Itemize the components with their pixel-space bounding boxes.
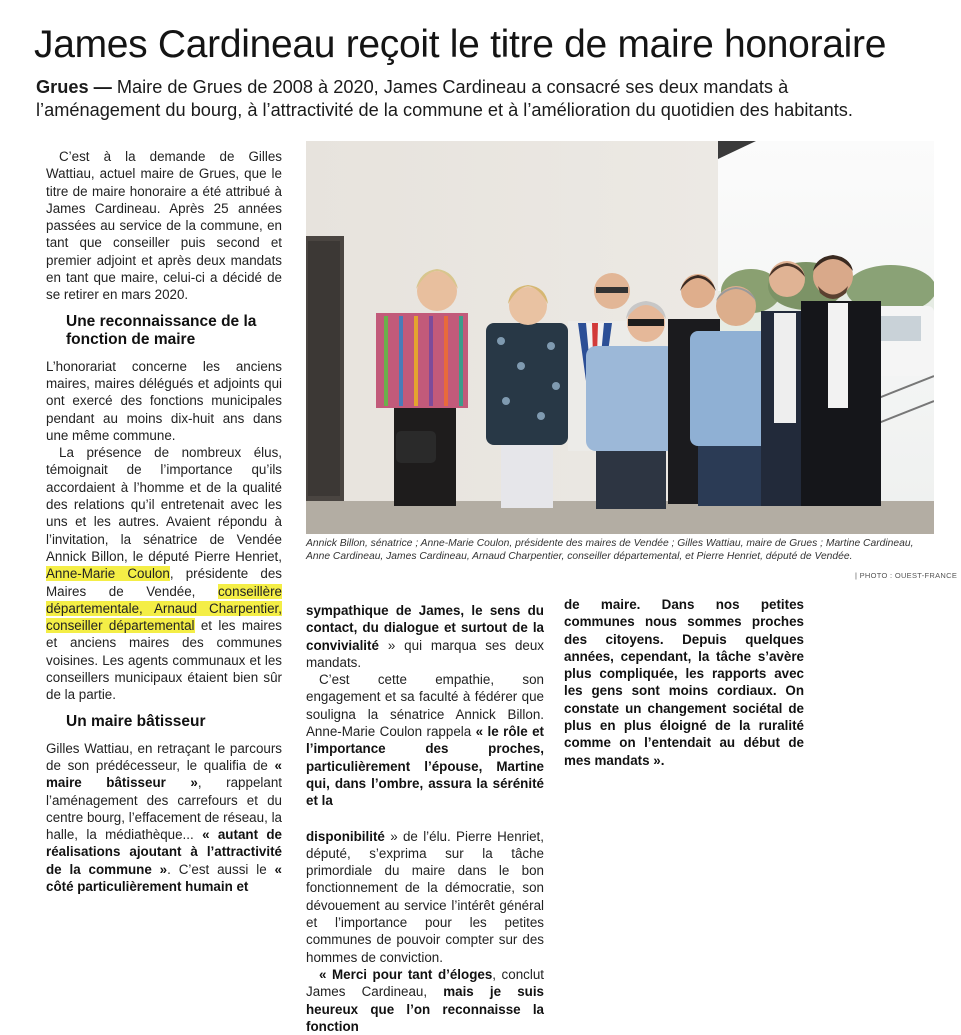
text-run: , présidente des Maires de Vendée, (46, 566, 282, 599)
text-run: » qui marqua ses deux mandats. (306, 637, 544, 670)
paragraph (46, 740, 282, 896)
standfirst-text: Maire de Grues de 2008 à 2020, James Cardineau a consacré ses deux mandats à l’aménagement du bourg, à l’attractivité de la commune et à l’amélioration du quotidien des habitants. (36, 77, 853, 120)
paragraph (306, 671, 544, 809)
headline: James Cardineau reçoit le titre de maire honoraire (34, 23, 887, 66)
standfirst (36, 76, 916, 122)
quote-text: « autant de réalisations ajoutant à l’attractivité de la commune » (46, 827, 282, 877)
text-run: Gilles Wattiau, en retraçant le parcours de son prédécesseur, le qualifia de (46, 740, 282, 773)
text-run: C’est cette empathie, son engagement et sa faculté à fédérer que souligna la sénatrice Annick Billon. Anne-Marie Coulon rappela (306, 672, 544, 740)
quote-text: « côté particulièrement humain et (46, 861, 282, 894)
text-run: La présence de nombreux élus, témoignait de l’importance qu’ils accordaient à l’homme et de la qualité des relations qu’il entretenait avec les uns et les autres. Avaient répondu à l’invitation, la sénatrice de Vendée Annick Billon, le député Pierre Henriet, (46, 445, 282, 564)
paragraph (306, 966, 544, 1035)
subheading-batisseur: Un maire bâtisseur (66, 712, 206, 730)
paragraph (564, 596, 804, 769)
text-run: » de l’élu. Pierre Henriet, député, s’exprima sur la tâche primordiale du maire dans le bon fonctionnement de la démocratie, son dévouement au service l’intérêt général et l’importance pour les petites communes de pouvoir compter sur des hommes de conviction. (306, 828, 544, 965)
article-column-1 (46, 148, 282, 895)
quote-text: « maire bâtisseur » (46, 757, 282, 791)
quote-text: « le rôle et l’importance des proches, particulièrement l’épouse, Martine qui, dans l’ombre, assura la sérénité et la (306, 724, 544, 809)
text-run: , conclut James Cardineau, (306, 966, 544, 1000)
quote-text: mais je suis heureux que l’on reconnaisse la fonction (306, 984, 544, 1034)
quote-text: de maire. Dans nos petites communes nous sommes proches des citoyens. Depuis quelques années, cependant, la tâche s’avère plus compliquée, les rapports avec les gens sont moins cordiaux. On constate un changement sociétal de plus en plus éloigné de la ruralité comme on l’entendait au début de mes mandats ». (564, 597, 804, 768)
paragraph: L’honorariat concerne les anciens maires, maires délégués et adjoints qui ont exercé des fonctions municipales pendant au moins dix-huit ans dans une même commune. (46, 358, 282, 443)
article-column-3 (564, 596, 804, 769)
group-photo-image (306, 141, 934, 534)
paragraph (46, 444, 282, 703)
subheading-reconnaissance: Une reconnaissance de la fonction de maire (66, 312, 257, 348)
highlighted-text: Anne-Marie Coulon (46, 566, 170, 582)
dateline-place: Grues — (36, 77, 112, 97)
quote-text: « Merci pour tant d’éloges (319, 966, 493, 982)
paragraph (306, 828, 544, 966)
article-column-2 (306, 602, 544, 1035)
highlighted-text: conseillère départementale, Arnaud Charpentier, conseiller départemental (46, 583, 282, 634)
text-run: et les maires et anciens maires des communes voisines. Les agents communaux et les conseillers municipaux étaient bien sûr de la partie. (46, 618, 282, 703)
group-photo (306, 141, 934, 534)
text-run: . C’est aussi le (167, 861, 275, 877)
quote-text: sympathique de James, le sens du contact, du dialogue et surtout de la convivialité (306, 603, 544, 653)
paragraph (306, 602, 544, 671)
text-run: , rappelant l’aménagement des carrefours et du centre bourg, l’effacement de réseau, la halle, la médiathèque... (46, 775, 282, 843)
quote-text: disponibilité (306, 828, 385, 844)
photo-caption: Annick Billon, sénatrice ; Anne-Marie Coulon, présidente des maires de Vendée ; Gilles Wattiau, maire de Grues ; Martine Cardineau, Anne Cardineau, James Cardineau, Arnaud Charpentier, conseiller départemental, et Pierre Henriet, député de Vendée. (306, 538, 914, 563)
paragraph: C’est à la demande de Gilles Wattiau, actuel maire de Grues, que le titre de maire honoraire a été attribué à James Cardineau. Après 25 années passées au service de la commune, en tant que conseiller puis second et premier adjoint et après deux mandats en tant que maire, celui-ci a décidé de se retirer en mars 2020. (46, 149, 282, 303)
photo-credit: | PHOTO : OUEST-FRANCE (855, 571, 958, 580)
